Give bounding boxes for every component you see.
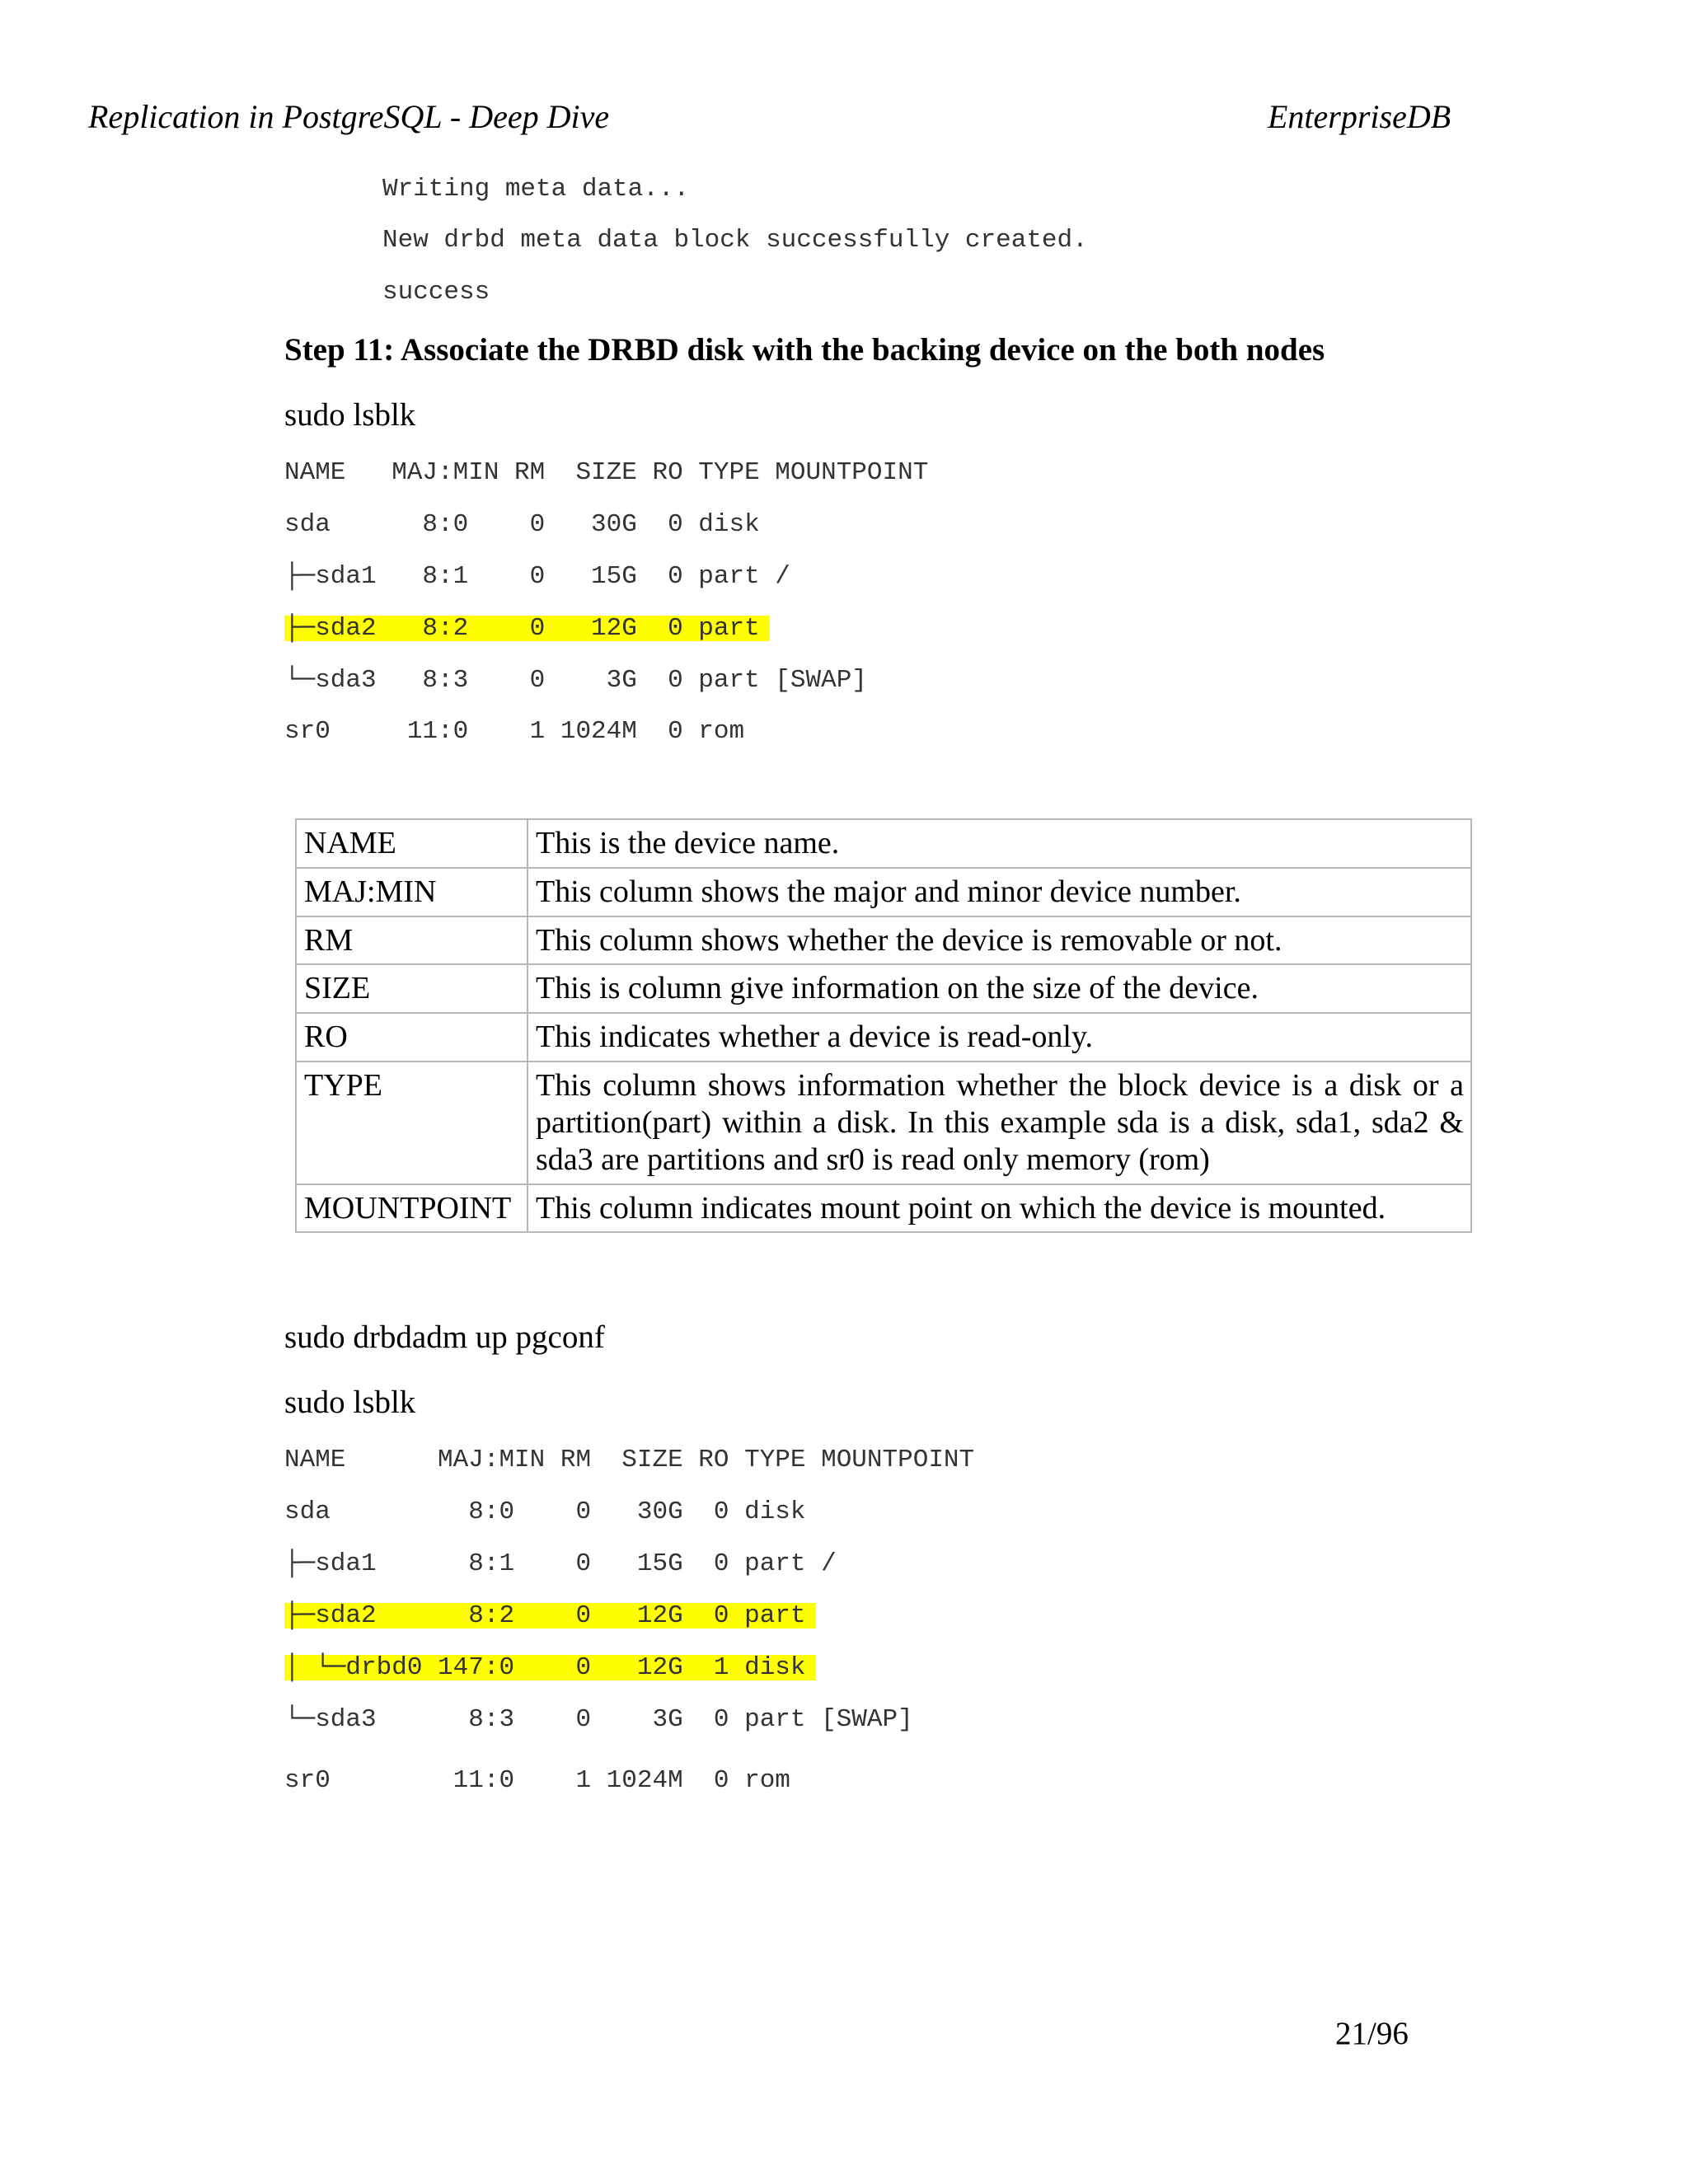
step-heading: Step 11: Associate the DRBD disk with the backing device on the both nodes <box>284 332 1325 368</box>
lsblk-row: └─sda3 8:3 0 3G 0 part [SWAP] <box>284 666 867 695</box>
column-definition: This column shows the major and minor device number. <box>528 868 1471 916</box>
lsblk-row-highlighted: │ └─drbd0 147:0 0 12G 1 disk <box>284 1655 816 1680</box>
lsblk-row: └─sda3 8:3 0 3G 0 part [SWAP] <box>284 1705 913 1734</box>
company-name: EnterpriseDB <box>1268 98 1451 135</box>
column-definition: This column shows whether the device is removable or not. <box>528 916 1471 965</box>
table-row <box>296 964 1471 1013</box>
table-row <box>296 868 1471 916</box>
column-description-table <box>295 818 1472 1233</box>
pre-output-line: success <box>382 278 490 307</box>
table-row <box>296 1062 1471 1183</box>
table-row <box>296 1013 1471 1062</box>
column-term: NAME <box>296 819 528 868</box>
column-term: RM <box>296 916 528 965</box>
column-term: TYPE <box>296 1062 528 1183</box>
column-definition: This is column give information on the size of the device. <box>528 964 1471 1013</box>
column-term: MAJ:MIN <box>296 868 528 916</box>
column-term: RO <box>296 1013 528 1062</box>
column-term: MOUNTPOINT <box>296 1184 528 1233</box>
page-number: 21/96 <box>1335 2016 1409 2051</box>
lsblk-header-row: NAME MAJ:MIN RM SIZE RO TYPE MOUNTPOINT <box>284 1446 975 1474</box>
lsblk-command: sudo lsblk <box>284 397 416 433</box>
table-row <box>296 819 1471 868</box>
pre-output-line: Writing meta data... <box>382 175 690 204</box>
lsblk-row: sr0 11:0 1 1024M 0 rom <box>284 1766 790 1795</box>
lsblk-row: ├─sda1 8:1 0 15G 0 part / <box>284 562 790 591</box>
column-definition: This column shows information whether the block device is a disk or a partition(part) within a disk. In this example sda is a disk, sda1, sda2 & sda3 are partitions and sr0 is read only memory (rom) <box>528 1062 1471 1183</box>
column-definition: This column indicates mount point on which the device is mounted. <box>528 1184 1471 1233</box>
lsblk-row: sda 8:0 0 30G 0 disk <box>284 1497 806 1526</box>
column-definition: This indicates whether a device is read-only. <box>528 1013 1471 1062</box>
table-row <box>296 1184 1471 1233</box>
document-title: Replication in PostgreSQL - Deep Dive <box>88 98 610 135</box>
lsblk-row-highlighted: ├─sda2 8:2 0 12G 0 part <box>284 1603 816 1629</box>
lsblk-command: sudo lsblk <box>284 1385 416 1420</box>
column-term: SIZE <box>296 964 528 1013</box>
drbdadm-up-command: sudo drbdadm up pgconf <box>284 1319 605 1355</box>
pre-output-line: New drbd meta data block successfully created. <box>382 226 1088 255</box>
column-definition: This is the device name. <box>528 819 1471 868</box>
lsblk-row: ├─sda1 8:1 0 15G 0 part / <box>284 1549 837 1578</box>
table-row <box>296 916 1471 965</box>
lsblk-row: sda 8:0 0 30G 0 disk <box>284 510 760 539</box>
lsblk-header-row: NAME MAJ:MIN RM SIZE RO TYPE MOUNTPOINT <box>284 458 929 487</box>
lsblk-row: sr0 11:0 1 1024M 0 rom <box>284 717 745 746</box>
lsblk-row-highlighted: ├─sda2 8:2 0 12G 0 part <box>284 616 770 641</box>
